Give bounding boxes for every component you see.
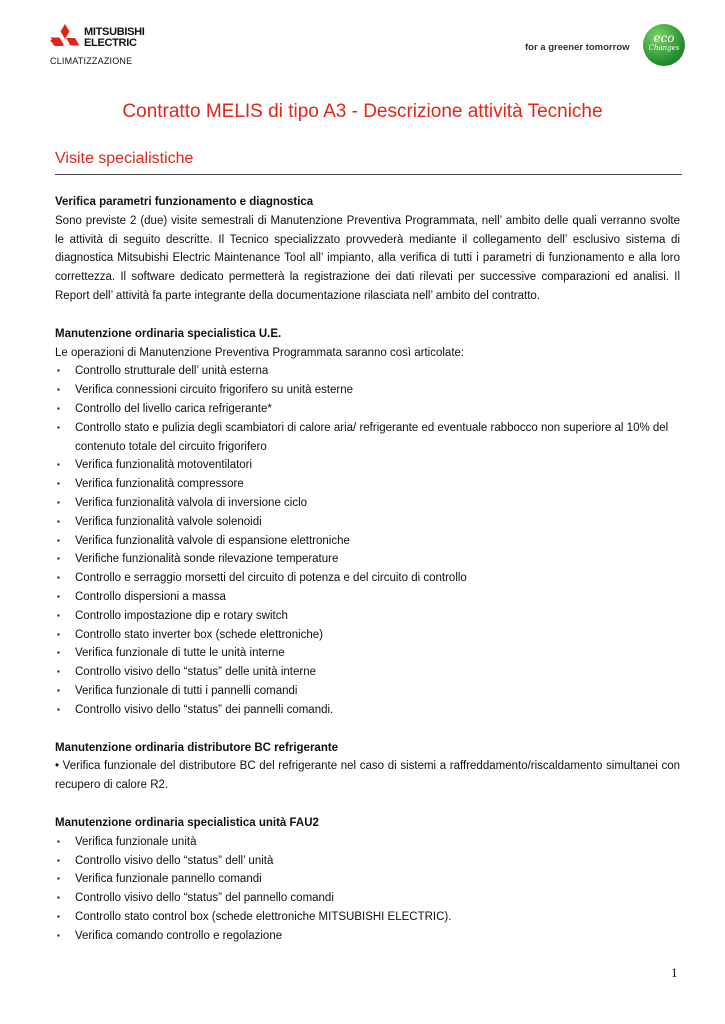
list-item-text: Controllo e serraggio morsetti del circuito di potenza e del circuito di controllo [75,572,467,585]
section-bc-distributor [55,739,680,795]
bullet-icon: ▪ [57,554,60,564]
list-item-text: Controllo visivo dello “status” dei pannelli comandi. [75,703,334,716]
three-diamonds-icon [50,24,80,52]
list-item [55,927,680,946]
bullet-icon: ▪ [57,855,60,865]
list-item [55,569,680,588]
section-ue-maintenance [55,325,680,720]
list-item-text: Controllo stato control box (schede elettroniche MITSUBISHI ELECTRIC). [75,910,452,923]
eco-line-1: eco [653,31,675,45]
bullet-icon: ▪ [57,667,60,677]
list-item-text: Verifica funzionale di tutte le unità interne [75,647,285,660]
bullet-icon: ▪ [57,403,60,413]
bullet-icon: ▪ [57,573,60,583]
list-item [55,400,680,419]
bullet-icon: ▪ [57,911,60,921]
list-item [55,532,680,551]
list-item-text: Verifica funzionalità motoventilatori [75,459,253,472]
bullet-icon: ▪ [57,591,60,601]
list-item-text: Verifica funzionalità valvole di espansione elettroniche [75,534,350,547]
list-item [55,550,680,569]
list-item [55,381,680,400]
section-heading: Visite specialistiche [55,150,194,167]
list-item [55,908,680,927]
bullet-icon: ▪ [57,836,60,846]
section-paragraph: Sono previste 2 (due) visite semestrali di Manutenzione Preventiva Programmata, nell’ ambito delle quali verranno svolte le attività di seguito descritte. Il Tecnico specializzato provvederà mediante il collegamento dell’ esclusivo sistema di diagnostica Mitsubishi Electric Maintenance Tool all’ impianto, alla verifica di tutti i parametri di funzionamento e alla loro correttezza. Il software dedicato permetterà la registrazione dei dati rilevati per successive comparazioni ed analisi. Il Report dell’ attività fa parte integrante della documentazione rilasciata nell’ ambito del contratto. [55,214,680,302]
tagline: for a greener tomorrow [525,42,630,53]
brand-line-1: MITSUBISHI [84,26,145,38]
list-item-text: Controllo visivo dello “status” dell’ unità [75,854,274,867]
section-intro: Le operazioni di Manutenzione Preventiva Programmata saranno così articolate: [55,346,465,359]
bullet-icon: ▪ [57,497,60,507]
list-item-text: Controllo del livello carica refrigerante* [75,402,272,415]
list-item-text: Verifica comando controllo e regolazione [75,929,283,942]
bullet-icon: ▪ [57,930,60,940]
division-label: CLIMATIZZAZIONE [50,56,133,66]
list-item-text: Controllo visivo dello “status” del pannello comandi [75,892,334,905]
bullet-icon: ▪ [57,535,60,545]
list-item [55,362,680,381]
document-title: Contratto MELIS di tipo A3 - Descrizione attività Tecniche [122,101,603,122]
list-item [55,644,680,663]
list-item [55,494,680,513]
activity-list [55,833,680,946]
brand-name [84,27,145,49]
document-body [55,193,680,964]
bullet-icon: ▪ [57,874,60,884]
list-item-text: Controllo impostazione dip e rotary switch [75,609,288,622]
section-fau2-maintenance [55,814,680,946]
bullet-icon: ▪ [57,704,60,714]
list-item-text: Controllo visivo dello “status” delle unità interne [75,666,316,679]
section-title: Manutenzione ordinaria specialistica U.E. [55,327,282,340]
bullet-icon: ▪ [57,648,60,658]
list-item-text: Controllo strutturale dell’ unità esterna [75,365,269,378]
eco-changes-logo [643,24,685,66]
list-item [55,626,680,645]
list-item [55,456,680,475]
list-item-text: Verifica funzionale pannello comandi [75,873,262,886]
list-item [55,513,680,532]
list-item-text: Controllo stato e pulizia degli scambiatori di calore aria/ refrigerante ed eventuale rabbocco non superiore al 10% del contenuto totale del circuito frigorifero [75,421,669,453]
list-item-text: Verifica funzionale unità [75,835,197,848]
section-title: Manutenzione ordinaria distributore BC refrigerante [55,741,339,754]
list-item [55,852,680,871]
bullet-icon: ▪ [57,629,60,639]
section-title: Verifica parametri funzionamento e diagnostica [55,196,314,208]
bullet-icon: ▪ [57,516,60,526]
section-diagnostics [55,193,680,306]
eco-line-2: Changes [648,44,680,52]
bullet-icon: ▪ [57,893,60,903]
heading-divider [55,174,682,175]
list-item [55,607,680,626]
page-number: 1 [671,965,678,980]
list-item [55,588,680,607]
list-item-text: Verifica funzionalità compressore [75,478,244,491]
bullet-icon: ▪ [57,610,60,620]
list-item [55,475,680,494]
bullet-icon: ▪ [57,685,60,695]
list-item [55,663,680,682]
section-title: Manutenzione ordinaria specialistica unità FAU2 [55,816,319,829]
list-item [55,682,680,701]
list-item [55,870,680,889]
list-item [55,701,680,720]
list-item [55,419,680,457]
section-paragraph: • Verifica funzionale del distributore BC del refrigerante nel caso di sistemi a raffreddamento/riscaldamento simultanei con recupero di calore R2. [55,760,680,792]
brand-line-2: ELECTRIC [84,37,137,49]
activity-list [55,362,680,719]
bullet-icon: ▪ [57,422,60,432]
bullet-icon: ▪ [57,385,60,395]
list-item-text: Controllo dispersioni a massa [75,590,226,603]
list-item [55,889,680,908]
list-item [55,833,680,852]
list-item-text: Verifica funzionalità valvole solenoidi [75,515,262,528]
list-item-text: Verifiche funzionalità sonde rilevazione temperature [75,553,339,566]
bullet-icon: ▪ [57,479,60,489]
list-item-text: Verifica funzionalità valvola di inversione ciclo [75,496,308,509]
list-item-text: Verifica funzionale di tutti i pannelli comandi [75,684,298,697]
list-item-text: Verifica connessioni circuito frigorifero su unità esterne [75,384,354,397]
list-item-text: Controllo stato inverter box (schede elettroniche) [75,628,324,641]
bullet-icon: ▪ [57,366,60,376]
bullet-icon: ▪ [57,460,60,470]
